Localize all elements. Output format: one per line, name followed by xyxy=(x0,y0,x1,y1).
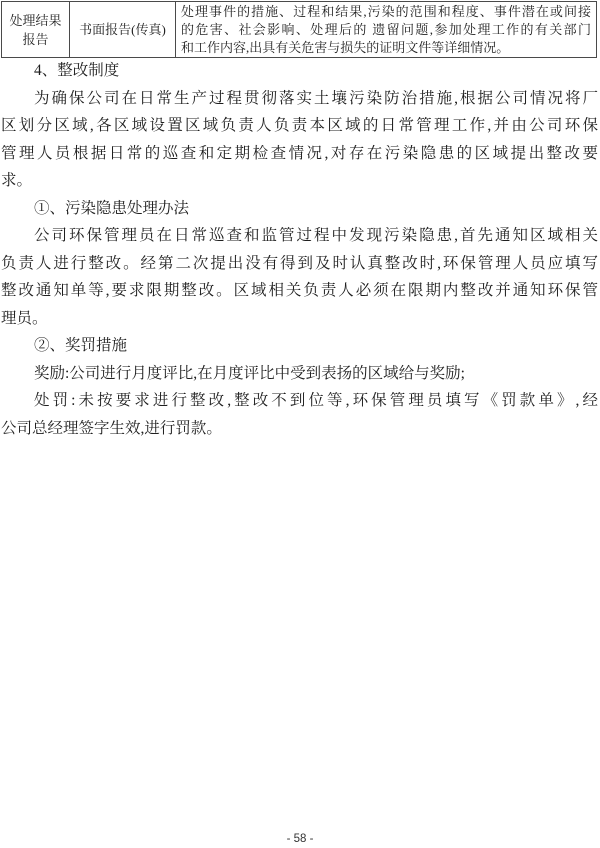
para-rectification-line: 求。 xyxy=(1,172,33,189)
result-type-line: 报告 xyxy=(22,31,49,47)
result-report-table xyxy=(1,1,597,58)
line-penalty: 公司总经理签字生效,进行罚款。 xyxy=(1,419,222,437)
para-pollution-handling-line: 负责人进行整改。经第二次提出没有得到及时认真整改时,环保管理人员应填写 xyxy=(1,254,598,272)
para-pollution-handling-line: 理员。 xyxy=(1,309,48,327)
report-method-text: 书面报告(传真) xyxy=(79,21,166,37)
result-type-line: 处理结果 xyxy=(9,12,62,28)
report-content-line: 的危害、社会影响、处理后的 遗留问题,参加处理工作的有关部门 xyxy=(181,21,591,37)
table-cell-report-method xyxy=(69,2,175,57)
heading-reward-penalty: ②、奖罚措施 xyxy=(34,337,128,354)
page-footer xyxy=(0,833,600,845)
heading-pollution-hazard-handling: ①、污染隐患处理办法 xyxy=(34,199,190,217)
report-content-line: 处理事件的措施、过程和结果,污染的范围和程度、事件潜在或间接 xyxy=(181,3,591,19)
para-pollution-handling-line: 整改通知单等,要求限期整改。区域相关负责人必须在限期内整改并通知环保管 xyxy=(1,282,598,299)
report-content-line: 和工作内容,出具有关危害与损失的证明文件等详细情况。 xyxy=(181,39,510,55)
para-rectification-line: 区划分区域,各区域设置区域负责人负责本区域的日常管理工作,并由公司环保 xyxy=(1,117,598,134)
para-rectification-line: 管理人员根据日常的巡查和定期检查情况,对存在污染隐患的区域提出整改要 xyxy=(1,144,598,162)
document-body xyxy=(1,57,598,442)
page-number: - 58 - xyxy=(286,833,314,845)
line-penalty: 处罚:未按要求进行整改,整改不到位等,环保管理员填写《罚款单》,经 xyxy=(34,392,598,409)
line-reward: 奖励:公司进行月度评比,在月度评比中受到表扬的区域给与奖励; xyxy=(34,364,465,382)
heading-rectification-system: 4、整改制度 xyxy=(34,62,120,79)
para-pollution-handling-line: 公司环保管理员在日常巡查和监管过程中发现污染隐患,首先通知区域相关 xyxy=(34,227,598,244)
table-cell-report-content xyxy=(175,2,596,57)
table-cell-result-type xyxy=(2,2,69,57)
para-rectification-line: 为确保公司在日常生产过程贯彻落实土壤污染防治措施,根据公司情况将厂 xyxy=(34,89,598,107)
